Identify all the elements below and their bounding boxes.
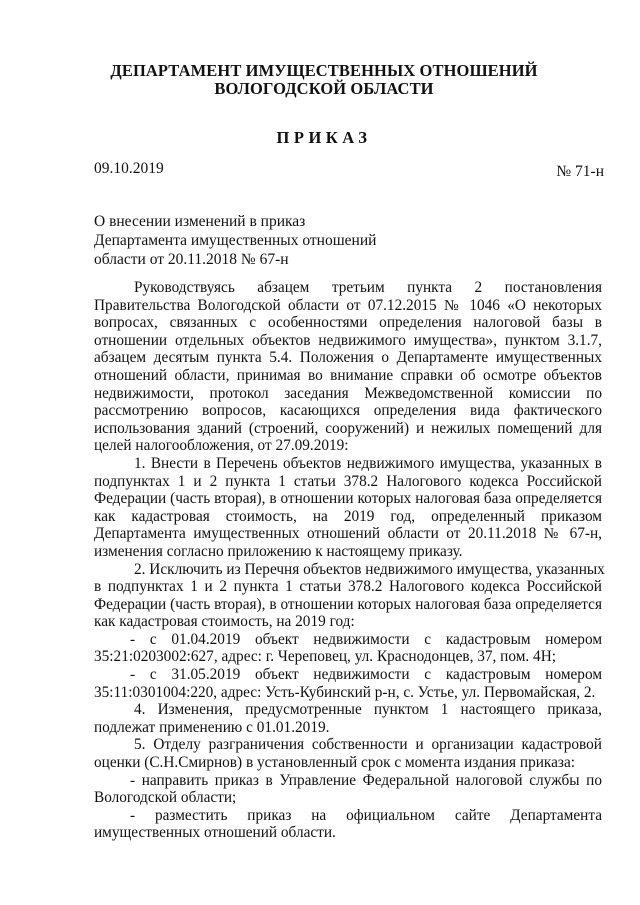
document-number: № 71-н xyxy=(556,163,604,180)
document-date: 09.10.2019 xyxy=(94,160,164,177)
object-line: - с 01.04.2019 объект недвижимости с кадастровым номером xyxy=(130,630,602,648)
item-2-object-2 xyxy=(94,666,602,701)
document-subject xyxy=(94,212,376,269)
item-5-line: оценки (С.Н.Смирнов) в установленный срок с момента издания приказа: xyxy=(94,754,576,772)
organization-header xyxy=(60,62,588,98)
item-2-object-1 xyxy=(94,631,602,666)
preamble-line: отношении отдельных объектов недвижимого имущества», пунктом 3.1.7, xyxy=(94,331,602,349)
item-4-paragraph xyxy=(94,701,602,736)
item-1-paragraph xyxy=(94,455,602,561)
item-1-line: Федерации (часть вторая), в отношении которых налоговая база определяется xyxy=(94,490,602,508)
document-type-title: ПРИКАЗ xyxy=(276,128,372,147)
document-body xyxy=(94,279,605,842)
item-1-line: Департамента имущественных отношений области от 20.11.2018 № 67-н, xyxy=(94,525,602,543)
item-5-line: 5. Отделу разграничения собственности и организации кадастровой xyxy=(134,736,602,754)
item-2-line: Федерации (часть вторая), в отношении которых налоговая база определяется xyxy=(94,595,602,613)
item-1-line: 1. Внести в Перечень объектов недвижимого имущества, указанных в xyxy=(134,454,602,472)
object-line: 35:21:0203002:627, адрес: г. Череповец, ул. Краснодонцев, 37, пом. 4Н; xyxy=(94,648,556,666)
item-5-paragraph xyxy=(94,736,602,771)
item-1-line: подпунктах 1 и 2 пункта 1 статьи 378.2 Налогового кодекса Российской xyxy=(94,472,602,490)
org-line-1: ДЕПАРТАМЕНТ ИМУЩЕСТВЕННЫХ ОТНОШЕНИЙ xyxy=(110,61,538,80)
action-line: - направить приказ в Управление Федеральной налоговой службы по xyxy=(130,771,602,789)
item-5-action-2 xyxy=(94,807,602,842)
item-1-line: как кадастровая стоимость, на 2019 год, определенный приказом xyxy=(94,507,602,525)
preamble-line: абзацем десятым пункта 5.4. Положения о Департаменте имущественных xyxy=(94,349,602,367)
item-1-line: изменения согласно приложению к настоящему приказу. xyxy=(94,542,463,560)
item-5-action-1 xyxy=(94,772,602,807)
preamble-line: вопросах, связанных с особенностями определения налоговой базы в xyxy=(94,314,602,332)
item-2-paragraph xyxy=(94,560,605,631)
action-line: - разместить приказ на официальном сайте Департамента xyxy=(130,806,602,824)
item-4-line: подлежат применению с 01.01.2019. xyxy=(94,718,330,736)
preamble-line: целей налогообложения, от 27.09.2019: xyxy=(94,437,349,455)
action-line: имущественных отношений области. xyxy=(94,824,336,842)
preamble-line: недвижимости, протокол заседания Межведомственной комиссии по xyxy=(94,384,602,402)
item-4-line: 4. Изменения, предусмотренные пунктом 1 настоящего приказа, xyxy=(134,701,602,719)
object-line: 35:11:0301004:220, адрес: Усть-Кубинский р-н, с. Устье, ул. Первомайская, 2. xyxy=(94,683,596,701)
item-2-line: 2. Исключить из Перечня объектов недвижимого имущества, указанных xyxy=(134,560,605,578)
object-line: - с 31.05.2019 объект недвижимости с кадастровым номером xyxy=(130,666,602,684)
subject-line-3: области от 20.11.2018 № 67-н xyxy=(94,251,289,268)
action-line: Вологодской области; xyxy=(94,789,237,807)
preamble-line: Руководствуясь абзацем третьим пункта 2 постановления xyxy=(134,279,602,296)
preamble-paragraph xyxy=(94,279,602,455)
preamble-line: Правительства Вологодской области от 07.12.2015 № 1046 «О некоторых xyxy=(94,296,602,314)
item-2-line: в подпунктах 1 и 2 пункта 1 статьи 378.2 Налогового кодекса Российской xyxy=(94,578,602,596)
subject-line-2: Департамента имущественных отношений xyxy=(94,232,377,249)
preamble-line: использования зданий (строений, сооружений) и нежилых помещений для xyxy=(94,419,602,437)
subject-line-1: О внесении изменений в приказ xyxy=(94,213,306,230)
org-line-2: ВОЛОГОДСКОЙ ОБЛАСТИ xyxy=(214,79,434,98)
item-2-line: как кадастровая стоимость, на 2019 год: xyxy=(94,613,355,631)
preamble-line: рассмотрению вопросов, касающихся определения вида фактического xyxy=(94,402,602,420)
preamble-line: отношений области, принимая во внимание справки об осмотре объектов xyxy=(94,366,602,384)
